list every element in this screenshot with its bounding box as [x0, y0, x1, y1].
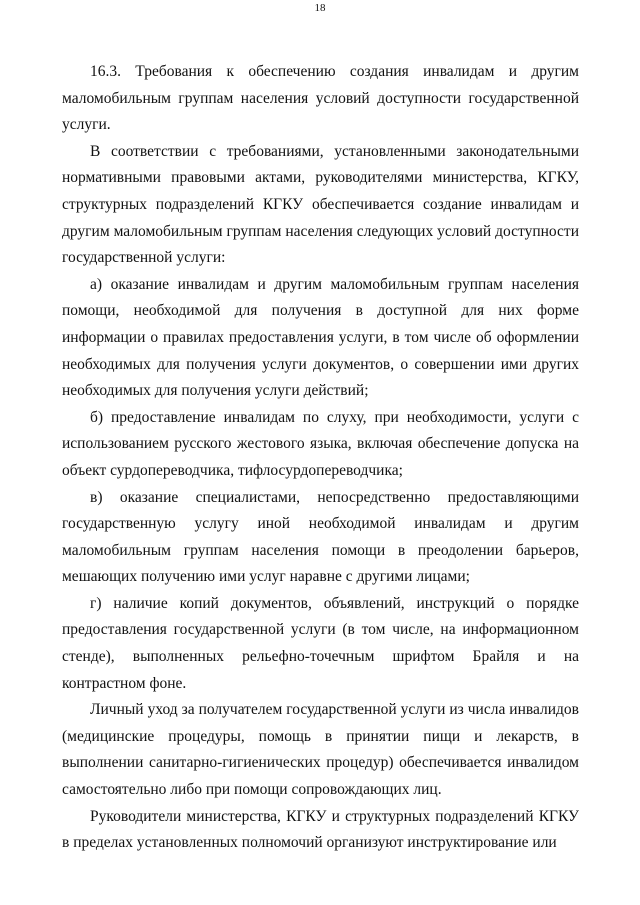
list-item-v: в) оказание специалистами, непосредственно предоставляющими государственную услугу иной необходимой инвалидам и другим маломобильным группам населения помощи в преодолении барьеров, мешающих получению ими услуг наравне с другими лицами; — [62, 488, 579, 586]
paragraph-personal-care: Личный уход за получателем государственной услуги из числа инвалидов (медицинские процедуры, помощь в принятии пищи и лекарств, в выполнении санитарно-гигиенических процедур) обеспечивается инвалидом самостоятельно либо при помощи сопровождающих лиц. — [62, 701, 579, 799]
document-body — [62, 59, 579, 857]
list-item-b: б) предоставление инвалидам по слуху, при необходимости, услуги с использованием русского жестового языка, включая обеспечение допуска на объект сурдопереводчика, тифлосурдопереводчика; — [62, 408, 579, 479]
list-item-a: а) оказание инвалидам и другим маломобильным группам населения помощи, необходимой для получения в доступной для них форме информации о правилах предоставления услуги, в том числе об оформлении необходимых для получения услуги документов, о совершении ими других необходимых для получения услуги действий; — [62, 275, 579, 400]
list-item-g: г) наличие копий документов, объявлений, инструкций о порядке предоставления государственной услуги (в том числе, на информационном стенде), выполненных рельефно-точечным шрифтом Брайля и на контрастном фоне. — [62, 594, 579, 692]
section-heading-16-3: 16.3. Требования к обеспечению создания инвалидам и другим маломобильным группам населения условий доступности государственной услуги. — [62, 63, 579, 134]
page-number: 18 — [314, 2, 326, 14]
paragraph-heads-instruction: Руководители министерства, КГКУ и структурных подразделений КГКУ в пределах установленных полномочий организуют инструктирование или — [62, 807, 579, 852]
paragraph-conditions-intro: В соответствии с требованиями, установленными законодательными нормативными правовыми актами, руководителями министерства, КГКУ, структурных подразделений КГКУ обеспечивается создание инвалидам и другим маломобильным группам населения следующих условий доступности государственной услуги: — [62, 142, 579, 267]
